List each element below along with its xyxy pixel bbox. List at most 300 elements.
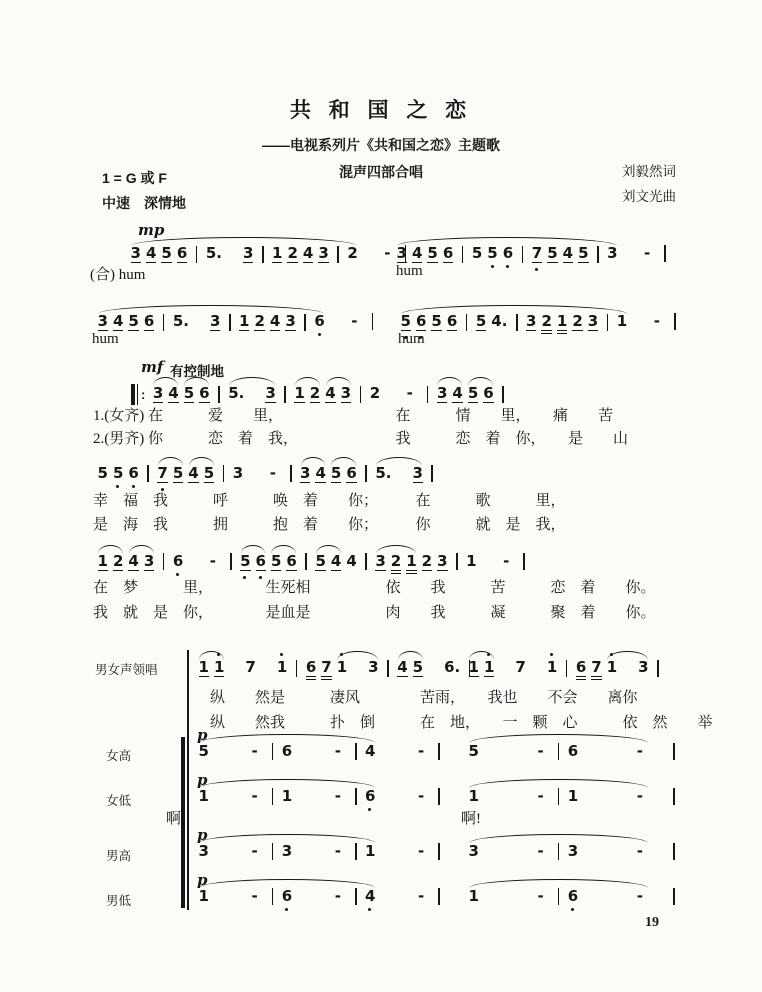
- slur-arc: [196, 842, 378, 860]
- slur-arc: [126, 553, 157, 571]
- barline: [438, 888, 440, 905]
- lead-vocal-label: 男女声领唱: [95, 663, 158, 677]
- note: 5: [128, 312, 139, 330]
- barline: [355, 843, 357, 860]
- slur-arc: [226, 385, 279, 403]
- held-note-dash: -: [417, 742, 425, 760]
- lyric-line: 纵 然是 凄风 苦雨， 我也 不会 离你: [195, 690, 638, 706]
- barline: [355, 743, 357, 760]
- note: 3: [567, 842, 579, 860]
- note: 3: [436, 384, 448, 402]
- barline: [290, 465, 292, 482]
- note: 1: [484, 659, 494, 677]
- held-note-dash: -: [636, 787, 643, 805]
- dynamic-marking: mf: [141, 358, 164, 376]
- note: 5: [161, 244, 172, 262]
- barline: [456, 553, 458, 570]
- note: 6: [305, 658, 317, 676]
- note: 1: [607, 659, 617, 676]
- voice-label-bass: 男低: [106, 894, 132, 908]
- note: 3: [368, 658, 379, 676]
- note: 6: [176, 244, 188, 262]
- note: 5.: [228, 384, 245, 402]
- note: 4: [411, 244, 423, 262]
- octave-dot-low: [132, 485, 135, 488]
- barline: [196, 246, 198, 263]
- note: 4: [302, 244, 314, 262]
- barline: [522, 246, 524, 263]
- note: 6: [173, 553, 183, 570]
- note: 6: [128, 465, 138, 482]
- slur-arc: [398, 313, 630, 331]
- key-signature: 1 = G 或 F: [102, 170, 167, 186]
- barline: [284, 386, 286, 403]
- note: 1: [567, 787, 579, 805]
- slur-arc: [373, 465, 426, 483]
- note: 5.: [375, 464, 392, 482]
- barline: [438, 843, 440, 860]
- page-number: 19: [645, 915, 659, 930]
- note: 6: [314, 313, 324, 330]
- note: 4: [330, 552, 342, 570]
- note: 2: [347, 244, 358, 262]
- note: 5: [198, 742, 209, 760]
- held-note-dash: -: [653, 312, 660, 330]
- lyric-line: hum: [398, 331, 425, 347]
- barline: [387, 660, 389, 677]
- note: 3: [265, 384, 276, 402]
- note: 4.: [491, 312, 508, 330]
- note: 5: [431, 312, 442, 330]
- barline: [305, 553, 307, 570]
- note: 1: [468, 658, 479, 676]
- lyric-line: hum: [396, 263, 423, 279]
- slur-arc: [466, 842, 651, 860]
- note: 1: [365, 842, 376, 860]
- held-note-dash: -: [251, 787, 258, 805]
- note: 5: [487, 245, 497, 262]
- note: 1: [272, 244, 283, 262]
- notation-phrase: [196, 842, 446, 860]
- barline: [355, 888, 357, 905]
- note: 1: [294, 384, 305, 402]
- note: 2: [421, 552, 433, 570]
- held-note-dash: -: [269, 464, 276, 482]
- note: 5: [203, 464, 215, 482]
- note: 6: [282, 888, 292, 905]
- notation-phrase: [466, 842, 681, 860]
- lyricist-credit: 刘毅然词: [622, 164, 676, 179]
- barline: [597, 246, 599, 263]
- notation-phrase: [466, 742, 681, 760]
- expression-marking: 有控制地: [170, 364, 224, 379]
- lyric-line: 在 梦 里， 生死相 依 我 苦 恋 着 你。: [93, 580, 656, 596]
- lyric-line: 纵 然我 扑 倒 在 地， 一 颗 心 依 然 举: [195, 715, 713, 731]
- slur-arc: [196, 887, 378, 905]
- octave-dot-low: [535, 268, 538, 271]
- lyric-line: 2.(男齐) 你 恋 着 我， 我 恋 着 你， 是 山: [93, 431, 628, 447]
- slur-arc: [395, 659, 426, 677]
- note: 1: [337, 659, 347, 676]
- note: 5: [412, 658, 424, 676]
- barline: [372, 313, 374, 330]
- lyric-line: 幸 福 我 呼 唤 着 你； 在 歌 里，: [93, 493, 566, 509]
- dynamic-marking: mp: [138, 221, 165, 239]
- note: 4: [128, 552, 139, 570]
- note: 3: [209, 312, 221, 330]
- dynamic-marking: p: [197, 826, 208, 844]
- note: 5: [97, 464, 108, 482]
- slur-arc: [466, 659, 497, 677]
- note: 6: [416, 313, 426, 331]
- note: 3: [285, 312, 296, 330]
- notation-phrase: [95, 464, 439, 483]
- barline: [230, 553, 232, 570]
- slur-arc: [434, 385, 465, 403]
- octave-dot-high: [217, 653, 220, 656]
- notation-phrase: [466, 659, 665, 677]
- octave-dot-high: [340, 653, 343, 656]
- notation-phrase: [196, 787, 446, 805]
- note: 7: [157, 465, 167, 483]
- notation-phrase: [128, 244, 412, 263]
- slur-arc: [95, 553, 126, 571]
- barline: [218, 386, 220, 403]
- note: 5: [427, 244, 438, 262]
- note: 4: [145, 244, 157, 262]
- held-note-dash: -: [636, 742, 643, 760]
- slur-arc: [238, 553, 269, 571]
- note: 3: [607, 244, 618, 262]
- slur-arc: [604, 659, 651, 676]
- barline: [337, 246, 339, 263]
- note: 4: [188, 464, 199, 482]
- held-note-dash: -: [636, 887, 643, 905]
- notation-phrase: [398, 312, 682, 331]
- held-note-dash: -: [351, 312, 358, 330]
- lyric-line: 是 海 我 拥 抱 着 你； 你 就 是 我，: [93, 517, 566, 533]
- barline: [365, 553, 367, 570]
- slur-arc: [323, 385, 354, 403]
- note: 6: [256, 553, 266, 571]
- note: 1: [616, 312, 628, 330]
- note: 4: [397, 658, 408, 676]
- lyric-line: hum: [92, 331, 119, 347]
- note: 5: [475, 312, 487, 330]
- slur-arc: [298, 465, 329, 483]
- note: 5: [471, 244, 483, 262]
- slur-arc: [181, 385, 212, 403]
- held-note-dash: -: [334, 887, 341, 905]
- slur-arc: [334, 659, 381, 676]
- note: 5.: [172, 312, 189, 330]
- note: 2: [369, 384, 381, 402]
- lyric-line: (合) hum: [90, 267, 146, 283]
- barline: [438, 788, 440, 805]
- note: 7: [321, 658, 332, 676]
- note: 5: [578, 244, 589, 262]
- barline: [566, 660, 568, 677]
- repeat-sign: :: [131, 384, 145, 405]
- octave-dot-high: [280, 653, 283, 656]
- note: 6: [483, 384, 494, 402]
- slur-arc: [373, 553, 419, 571]
- note: 4: [346, 552, 357, 570]
- note: 1: [198, 658, 209, 676]
- held-note-dash: -: [417, 787, 425, 805]
- note: 4: [315, 464, 326, 482]
- note: 6: [346, 464, 357, 482]
- octave-dot-high: [487, 653, 490, 656]
- note: 6: [281, 742, 293, 760]
- barline: [431, 465, 433, 482]
- note: 7: [245, 658, 256, 676]
- note: 4: [269, 312, 281, 330]
- tempo-marking: 中速 深情地: [102, 195, 186, 211]
- note: 3: [242, 244, 254, 262]
- held-note-dash: -: [251, 887, 258, 905]
- note: 4: [112, 312, 124, 330]
- octave-dot-low: [285, 908, 288, 911]
- held-note-dash: -: [644, 244, 651, 262]
- note: 1: [466, 552, 477, 570]
- octave-dot-high: [610, 653, 613, 656]
- ah-exclamation: 啊!: [461, 811, 481, 827]
- barline: [438, 743, 440, 760]
- notation-phrase: [131, 384, 510, 405]
- barline: [607, 314, 609, 331]
- note: 2: [541, 312, 552, 330]
- note: 5: [270, 552, 282, 570]
- held-note-dash: -: [251, 842, 258, 860]
- barline: [223, 465, 225, 482]
- barline: [272, 743, 274, 760]
- note: 1: [468, 787, 479, 805]
- notation-phrase: [196, 887, 446, 905]
- note: 3: [232, 464, 244, 482]
- barline: [427, 386, 429, 403]
- note: 3: [375, 552, 386, 570]
- barline: [558, 888, 560, 905]
- held-note-dash: -: [537, 787, 544, 805]
- barline: [664, 245, 666, 262]
- slur-arc: [95, 313, 327, 331]
- voice-label-tenor: 男高: [106, 849, 132, 863]
- song-subtitle: ——电视系列片《共和国之恋》主题歌: [262, 137, 500, 153]
- ensemble-type: 混声四部合唱: [339, 164, 423, 180]
- held-note-dash: -: [209, 552, 217, 570]
- note: 3: [198, 842, 209, 860]
- notation-phrase: [196, 659, 476, 677]
- note: 1: [547, 659, 557, 676]
- barline: [272, 888, 274, 905]
- slur-arc: [268, 553, 299, 571]
- slur-arc: [466, 787, 651, 805]
- held-note-dash: -: [417, 842, 425, 860]
- voice-label-alto: 女低: [106, 794, 132, 808]
- slur-arc: [466, 887, 651, 905]
- system-barline: [187, 650, 189, 910]
- note: 6: [568, 888, 578, 905]
- song-title: 共 和 国 之 恋: [289, 99, 473, 122]
- barline: [147, 465, 149, 482]
- barline: [462, 246, 464, 263]
- notation-phrase: [466, 787, 681, 805]
- slur-arc: [313, 553, 344, 571]
- note: 6: [365, 788, 375, 805]
- note: 1: [406, 552, 417, 570]
- held-note-dash: -: [406, 384, 413, 402]
- note: 3: [587, 312, 599, 330]
- octave-dot-low: [506, 265, 509, 268]
- dynamic-marking: p: [197, 871, 208, 889]
- note: 7: [591, 658, 602, 676]
- barline: [296, 660, 298, 677]
- note: 6: [286, 552, 297, 570]
- note: 4: [365, 742, 376, 760]
- note: 5: [547, 244, 558, 262]
- barline: [523, 553, 525, 570]
- barline: [516, 314, 518, 331]
- barline: [673, 888, 675, 905]
- note: 4: [562, 244, 574, 262]
- held-note-dash: -: [384, 244, 391, 262]
- held-note-dash: -: [334, 742, 341, 760]
- note: 3: [97, 312, 108, 330]
- barline: [502, 386, 504, 403]
- barline: [657, 660, 659, 677]
- note: 5.: [205, 244, 222, 262]
- note: 1: [277, 659, 287, 676]
- barline: [272, 788, 274, 805]
- slur-arc: [186, 465, 217, 483]
- held-note-dash: -: [537, 887, 544, 905]
- note: 4: [365, 888, 375, 905]
- lyric-line: 我 就 是 你， 是血是 肉 我 凝 聚 着 你。: [93, 605, 656, 621]
- note: 2: [254, 312, 265, 330]
- note: 6: [199, 384, 210, 402]
- note: 6: [567, 742, 579, 760]
- barline: [304, 314, 306, 331]
- slur-arc: [196, 659, 227, 677]
- octave-dot-low: [368, 908, 371, 911]
- octave-dot-low: [318, 333, 321, 336]
- notation-phrase: [196, 742, 446, 760]
- note: 7: [532, 245, 542, 263]
- note: 1: [556, 312, 568, 330]
- note: 4: [168, 384, 179, 402]
- barline: [466, 314, 468, 331]
- octave-dot-low: [116, 485, 119, 488]
- barline: [360, 386, 362, 403]
- note: 2: [287, 244, 298, 262]
- barline: [163, 553, 165, 570]
- note: 6.: [444, 658, 461, 676]
- note: 5: [330, 464, 342, 482]
- note: 3: [437, 552, 448, 570]
- lyric-line: 1.(女齐) 在 爱 里， 在 情 里， 痛 苦: [93, 408, 613, 424]
- barline: [365, 465, 367, 482]
- octave-dot-low: [368, 808, 371, 811]
- note: 3: [152, 384, 164, 402]
- held-note-dash: -: [503, 552, 510, 570]
- note: 4: [452, 384, 463, 402]
- note: 6: [442, 244, 454, 262]
- note: 5: [468, 742, 479, 760]
- note: 6: [503, 245, 513, 262]
- note: 1: [468, 887, 479, 905]
- voice-label-soprano: 女高: [106, 749, 132, 763]
- barline: [355, 788, 357, 805]
- slur-arc: [466, 742, 651, 760]
- dynamic-marking: p: [197, 771, 208, 789]
- octave-dot-low: [571, 908, 574, 911]
- slur-arc: [292, 385, 323, 403]
- barline: [163, 314, 165, 331]
- barline: [558, 743, 560, 760]
- note: 3: [300, 464, 311, 482]
- note: 1: [97, 552, 108, 570]
- note: 5: [183, 384, 195, 402]
- note: 3: [526, 312, 537, 330]
- notation-phrase: [394, 244, 672, 263]
- barline: [673, 743, 675, 760]
- note: 3: [143, 552, 155, 570]
- note: 5: [172, 464, 184, 482]
- held-note-dash: -: [251, 742, 258, 760]
- barline: [673, 788, 675, 805]
- held-note-dash: -: [334, 787, 341, 805]
- slur-arc: [328, 465, 359, 483]
- barline: [558, 843, 560, 860]
- note: 1: [214, 659, 224, 677]
- note: 3: [318, 244, 329, 262]
- slur-arc: [465, 385, 496, 403]
- held-note-dash: -: [636, 842, 643, 860]
- notation-phrase: [95, 312, 379, 331]
- barline: [674, 313, 676, 330]
- note: 1: [198, 887, 209, 905]
- note: 6: [446, 312, 458, 330]
- held-note-dash: -: [537, 842, 544, 860]
- note: 3: [412, 464, 423, 482]
- note: 3: [130, 244, 141, 262]
- note: 3: [340, 384, 352, 402]
- barline: [558, 788, 560, 805]
- octave-dot-high: [550, 653, 553, 656]
- note: 2: [112, 552, 124, 570]
- notation-phrase: [95, 552, 531, 571]
- slur-arc: [196, 742, 378, 760]
- note: 4: [325, 384, 336, 402]
- octave-dot-low: [491, 265, 494, 268]
- note: 5: [401, 313, 411, 331]
- dynamic-marking: p: [197, 726, 208, 744]
- note: 5: [467, 384, 479, 402]
- ah-exclamation: 啊!: [166, 811, 186, 827]
- note: 2: [309, 384, 321, 402]
- note: 6: [143, 312, 155, 330]
- composer-credit: 刘文光曲: [622, 189, 676, 204]
- barline: [673, 843, 675, 860]
- note: 3: [281, 842, 293, 860]
- slur-arc: [128, 245, 360, 263]
- note: 5: [315, 552, 326, 570]
- note: 1: [281, 787, 293, 805]
- notation-phrase: [466, 887, 681, 905]
- note: 3: [638, 658, 649, 676]
- slur-arc: [155, 465, 186, 483]
